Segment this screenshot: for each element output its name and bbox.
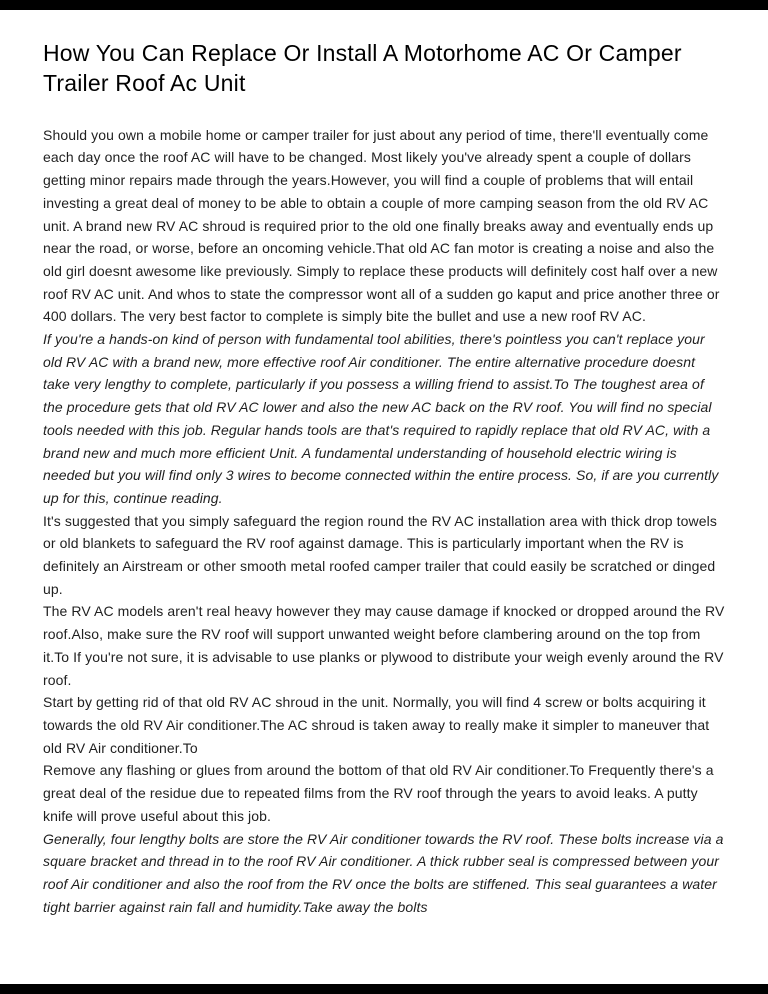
bottom-border-bar xyxy=(0,984,768,994)
paragraph-hands-on: If you're a hands-on kind of person with fundamental tool abilities, there's pointless you can't replace your old RV AC with a brand new, more effective roof Air conditioner. The entire alternative procedure doesnt take very lengthy to complete, particularly if you possess a willing friend to assist.To The toughest area of the procedure gets that old RV AC lower and also the new AC back on the RV roof. You will find no special tools needed with this job. Regular hands tools are that's required to rapidly replace that old RV AC, with a brand new and much more efficient Unit. A fundamental understanding of household electric wiring is needed but you will find only 3 wires to become connected within the entire process. So, if are you currently up for this, continue reading. xyxy=(43,331,719,506)
paragraph-weight: The RV AC models aren't real heavy however they may cause damage if knocked or dropped around the RV roof.Also, make sure the RV roof will support unwanted weight before clambering around on the top from it.To If you're not sure, it is advisable to use planks or plywood to distribute your weigh evenly around the RV roof. xyxy=(43,603,725,688)
paragraph-bolts: Generally, four lengthy bolts are store the RV Air conditioner towards the RV roof. These bolts increase via a square bracket and thread in to the roof RV Air conditioner. A thick rubber seal is compressed between your roof Air conditioner and also the roof from the RV once the bolts are stiffened. This seal guarantees a water tight barrier against rain fall and humidity.Take away the bolts xyxy=(43,830,724,915)
page-title: How You Can Replace Or Install A Motorhome AC Or Camper Trailer Roof Ac Unit xyxy=(43,40,682,97)
top-border-bar xyxy=(0,0,768,10)
paragraph-flashing: Remove any flashing or glues from around the bottom of that old RV Air conditioner.To Frequently there's a great deal of the residue due to repeated films from the RV roof through the years to avoid leaks. A putty knife will prove useful about this job. xyxy=(43,762,714,824)
paragraph-shroud-removal: Start by getting rid of that old RV AC shroud in the unit. Normally, you will find 4 screw or bolts acquiring it towards the old RV Air conditioner.The AC shroud is taken away to really make it simpler to maneuver that old RV Air conditioner.To xyxy=(43,694,710,756)
paragraph-safeguard: It's suggested that you simply safeguard the region round the RV AC installation area with thick drop towels or old blankets to safeguard the RV roof against damage. This is particularly important when the RV is definitely an Airstream or other smooth metal roofed camper trailer that could easily be scratched or dinged up. xyxy=(43,512,717,597)
paragraph-intro: Should you own a mobile home or camper trailer for just about any period of time, there'll eventually come each day once the roof AC will have to be changed. Most likely you've already spent a couple of dollars getting minor repairs made through the years.However, you will find a couple of problems that will entail investing a great deal of money to be able to obtain a couple of more camping season from the old RV AC unit. A brand new RV AC shroud is required prior to the old one finally breaks away and eventually ends up near the road, or worse, before an oncoming vehicle.That old AC fan motor is creating a noise and also the old girl doesnt awesome like previously. Simply to replace these products will definitely cost half over a new roof RV AC unit. And whos to state the compressor wont all of a sudden go kaput and price another three or 400 dollars. The very best factor to complete is simply bite the bullet and use a new roof RV AC. xyxy=(43,126,720,325)
